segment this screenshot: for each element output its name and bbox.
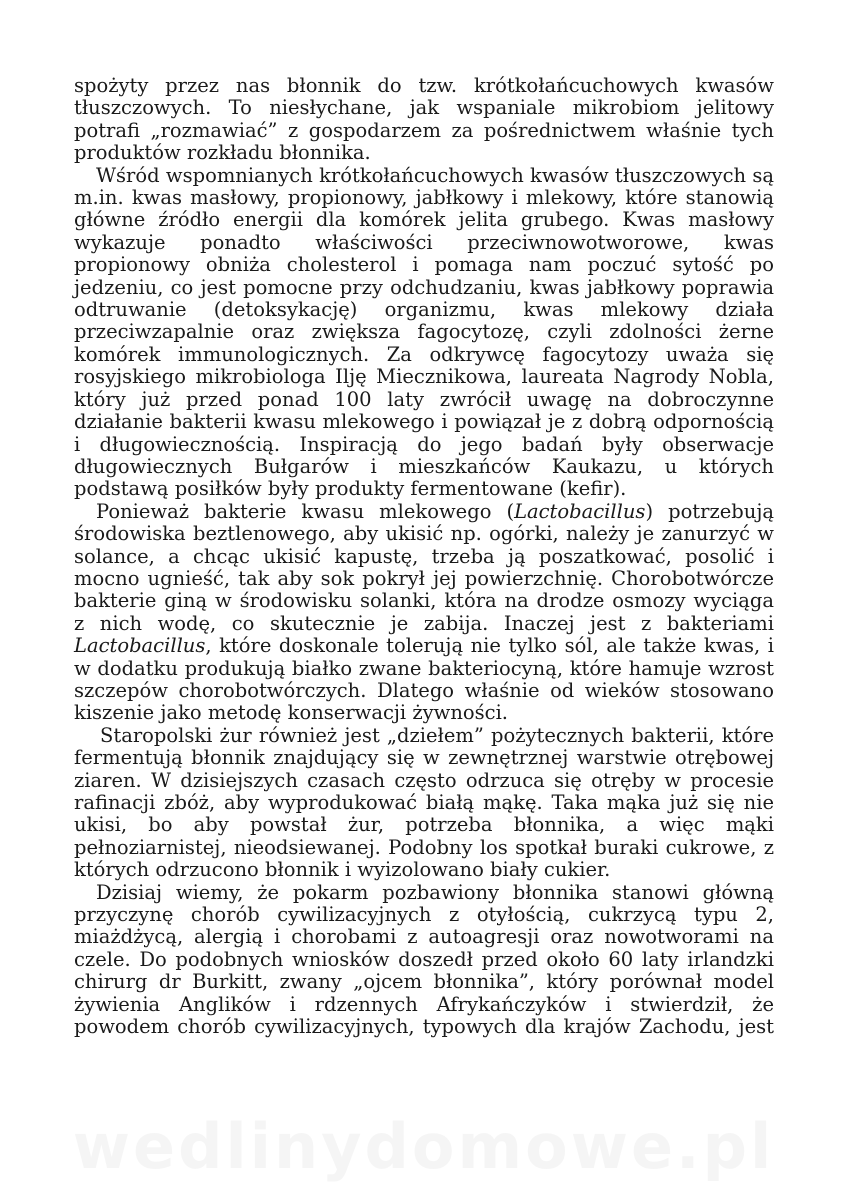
paragraph-3-text-a: Ponieważ bakterie kwasu mlekowego ( bbox=[96, 499, 515, 523]
paragraph-3-italic-term-b: Lactobacillus bbox=[74, 634, 206, 658]
paragraph-2-text: Wśród wspomnianych krótkołańcuchowych kwasów tłuszczowych są m.in. kwas masłowy, propionowy, jabłkowy i mlekowy, które stanowią główne źródło energii dla komórek jelita grubego. Kwas masłowy wykazuje ponadto właściwości przeciwnowotworowe, kwas propionowy obniża cholesterol i pomaga nam poczuć sytość po jedzeniu, co jest pomocne przy odchudzaniu, kwas jabłkowy poprawia odtruwanie (detoksykację) organizmu, kwas mlekowy działa przeciwzapalnie oraz zwiększa fagocytozę, czyli zdolności żerne komórek immunologicznych. Za odkrywcę fagocytozy uważa się rosyjskiego mikrobiologa Ilję Miecznikowa, laureata Nagrody Nobla, który już przed ponad 100 laty zwrócił uwagę na dobroczynne działanie bakterii kwasu mlekowego i powiązał je z dobrą odpornością i długowiecznością. Inspiracją do jego badań były obserwacje długowiecznych Bułgarów i mieszkańców Kaukazu, u których podstawą posiłków były produkty fermentowane (kefir). bbox=[74, 163, 774, 501]
paragraph-4 bbox=[74, 725, 774, 882]
paragraph-3-text-b: ) potrzebują środowiska beztlenowego, aby ukisić np. ogórki, należy je zanurzyć w solance, a chcąc ukisić kapustę, trzeba ją poszatkować, posolić i mocno ugnieść, tak aby sok pokrył jej powierzchnię. Chorobotwórcze bakterie giną w środowisku solanki, która na drodze osmozy wyciąga z nich wodę, co skutecznie je zabija. Inaczej jest z bakteriami bbox=[74, 499, 774, 635]
watermark: wedlinydomowe.pl bbox=[72, 1110, 775, 1183]
paragraph-3 bbox=[74, 501, 774, 725]
paragraph-1-text: spożyty przez nas błonnik do tzw. krótkołańcuchowych kwasów tłuszczowych. To niesłychane, jak wspaniale mikrobiom jelitowy potrafi „rozmawiać” z gospodarzem za pośrednictwem właśnie tych produktów rozkładu błonnika. bbox=[74, 74, 774, 165]
paragraph-3-text-c: , które doskonale tolerują nie tylko sól, ale także kwas, i w dodatku produkują białko zwane bakteriocyną, które hamuje wzrost szczepów chorobotwórczych. Dlatego właśnie od wieków stosowano kiszenie jako metodę konserwacji żywności. bbox=[74, 634, 774, 725]
paragraph-1 bbox=[74, 75, 774, 165]
paragraph-3-italic-term-a: Lactobacillus bbox=[514, 499, 646, 523]
paragraph-5-text: Dzisiaj wiemy, że pokarm pozbawiony błonnika stanowi główną przyczynę chorób cywilizacyjnych z otyłością, cukrzycą typu 2, miażdżycą, alergią i chorobami z autoagresji oraz nowotworami na czele. Do podobnych wniosków doszedł przed około 60 laty irlandzki chirurg dr Burkitt, zwany „ojcem błonnika”, który porównał model żywienia Anglików i rdzennych Afrykańczyków i stwierdził, że powodem chorób cywilizacyjnych, typowych dla krajów Zachodu, jest bbox=[74, 880, 774, 1039]
paragraph-2 bbox=[74, 165, 774, 501]
document-page bbox=[74, 75, 774, 1038]
paragraph-4-text: Staropolski żur również jest „dziełem” pożytecznych bakterii, które fermentują błonnik znajdujący się w zewnętrznej warstwie otrębowej ziaren. W dzisiejszych czasach często odrzuca się otręby w procesie rafinacji zbóż, aby wyprodukować białą mąkę. Taka mąka już się nie ukisi, bo aby powstał żur, potrzeba błonnika, a więc mąki pełnoziarnistej, nieodsiewanej. Podobny los spotkał buraki cukrowe, z których odrzucono błonnik i wyizolowano biały cukier. bbox=[74, 723, 774, 882]
paragraph-5 bbox=[74, 882, 774, 1039]
